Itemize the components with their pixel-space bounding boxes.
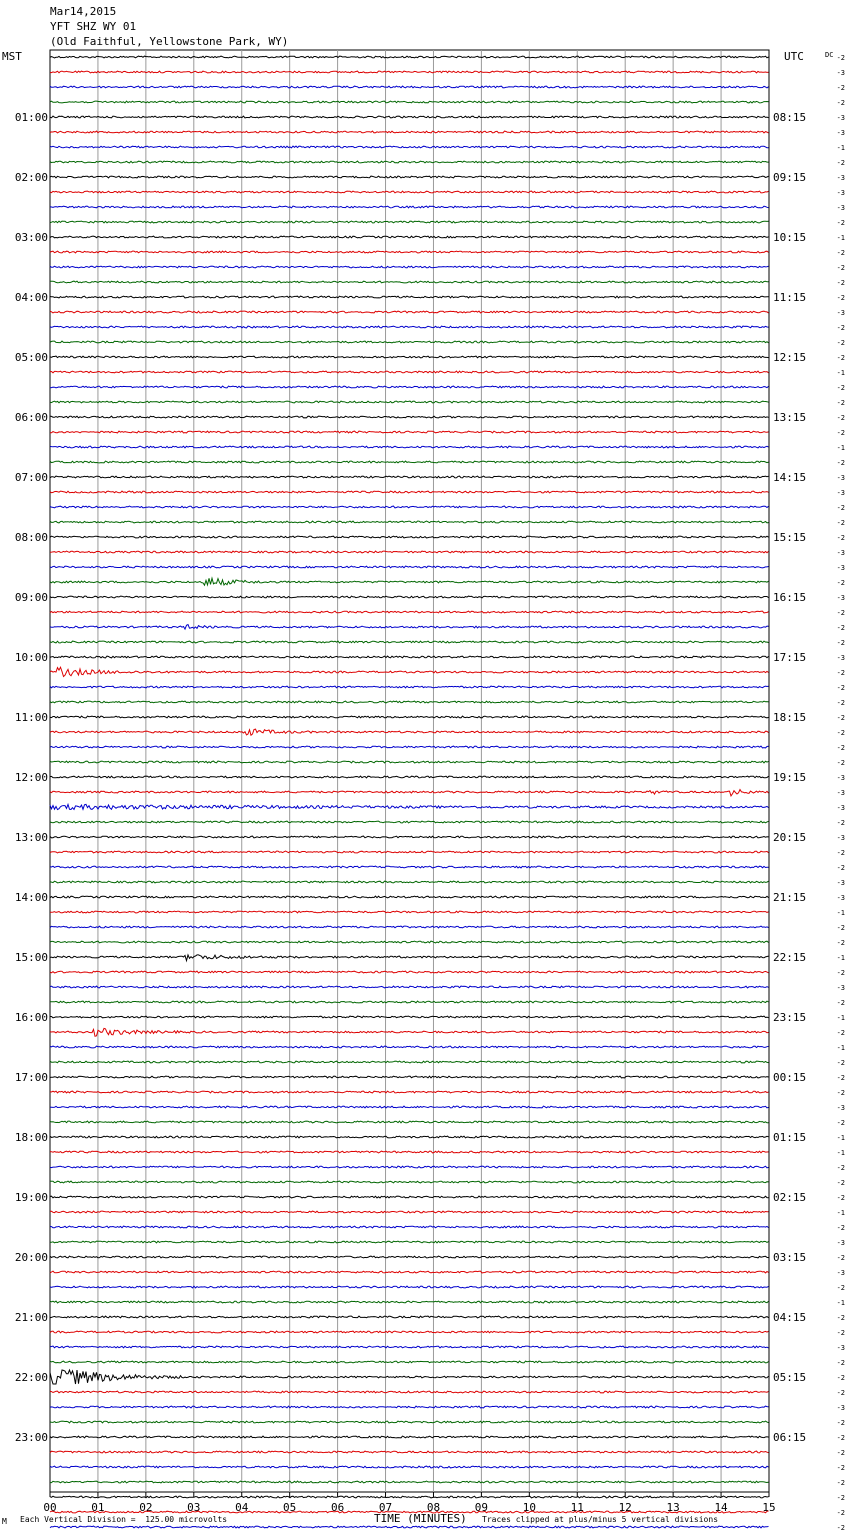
trace-row	[50, 881, 769, 883]
left-hour-label: 02:00	[14, 171, 48, 184]
trace-row	[50, 1526, 769, 1528]
trace-row	[50, 926, 769, 928]
trace-row	[50, 790, 769, 796]
dc-offset-label: -2	[836, 1389, 845, 1397]
dc-offset-label: -2	[836, 339, 845, 347]
trace-row	[50, 761, 769, 763]
dc-offset-label: -3	[836, 474, 845, 482]
dc-offset-label: -2	[836, 399, 845, 407]
trace-row	[50, 566, 769, 568]
trace-row	[50, 1076, 769, 1078]
right-hour-label: 04:15	[773, 1311, 807, 1324]
dc-offset-label: -3	[836, 204, 845, 212]
left-hour-label: 05:00	[14, 351, 48, 364]
right-hour-label: 19:15	[773, 771, 807, 784]
x-tick-label: 09	[474, 1501, 489, 1514]
x-tick-label: 01	[91, 1501, 105, 1514]
trace-row	[50, 476, 769, 478]
trace-row	[50, 206, 769, 208]
trace-row	[50, 836, 769, 838]
dc-offset-label: -2	[836, 1464, 845, 1472]
dc-offset-label: -2	[836, 429, 845, 437]
right-hour-label: 02:15	[773, 1191, 807, 1204]
right-hour-label: 00:15	[773, 1071, 807, 1084]
trace-row	[50, 1286, 769, 1288]
left-hour-label: 13:00	[14, 831, 48, 844]
dc-offset-label: -2	[836, 324, 845, 332]
x-axis-title: TIME (MINUTES)	[374, 1512, 467, 1525]
dc-offset-label: -3	[836, 114, 845, 122]
right-hour-label: 16:15	[773, 591, 807, 604]
dc-offset-label: -2	[836, 294, 845, 302]
trace-row	[50, 1181, 769, 1183]
dc-offset-label: -3	[836, 1104, 845, 1112]
x-tick-label: 06	[330, 1501, 345, 1514]
trace-row	[50, 746, 769, 748]
left-hour-label: 12:00	[14, 771, 48, 784]
dc-offset-label: -2	[836, 84, 845, 92]
trace-row	[50, 821, 769, 823]
trace-row	[50, 1481, 769, 1483]
trace-row	[50, 1451, 769, 1453]
dc-offset-label: -2	[836, 1509, 845, 1517]
dc-offset-label: -2	[836, 1164, 845, 1172]
dc-offset-label: -3	[836, 1344, 845, 1352]
trace-row	[50, 176, 769, 178]
trace-row	[50, 1271, 769, 1273]
trace-row	[50, 551, 769, 553]
trace-row	[50, 1256, 769, 1258]
x-tick-label: 12	[618, 1501, 632, 1514]
trace-row	[50, 729, 769, 735]
dc-offset-label: -2	[836, 849, 845, 857]
dc-offset-label: -2	[836, 864, 845, 872]
trace-row	[50, 446, 769, 448]
dc-offset-label: -2	[836, 384, 845, 392]
x-tick-label: 11	[570, 1501, 584, 1514]
dc-offset-label: -2	[836, 1479, 845, 1487]
dc-offset-label: -1	[836, 954, 845, 962]
trace-row	[50, 1331, 769, 1333]
trace-row	[50, 1106, 769, 1108]
dc-offset-label: -2	[836, 1359, 845, 1367]
dc-offset-label: -3	[836, 834, 845, 842]
dc-offset-label: -3	[836, 1404, 845, 1412]
trace-row	[50, 851, 769, 853]
dc-offset-label: -2	[836, 414, 845, 422]
trace-row	[50, 667, 769, 676]
dc-offset-label: -2	[836, 624, 845, 632]
trace-row	[50, 1301, 769, 1303]
right-hour-label: 03:15	[773, 1251, 807, 1264]
trace-row	[50, 416, 769, 418]
right-hour-label: 01:15	[773, 1131, 807, 1144]
dc-offset-label: -1	[836, 1134, 845, 1142]
dc-label: DC	[825, 51, 834, 59]
dc-offset-label: -3	[836, 309, 845, 317]
dc-offset-label: -2	[836, 729, 845, 737]
dc-offset-label: -3	[836, 174, 845, 182]
x-tick-label: 05	[283, 1501, 297, 1514]
right-timezone-label: UTC	[784, 50, 804, 63]
left-hour-label: 14:00	[14, 891, 48, 904]
trace-row	[50, 311, 769, 313]
left-hour-label: 23:00	[14, 1431, 48, 1444]
trace-row	[50, 131, 769, 133]
left-hour-label: 11:00	[14, 711, 48, 724]
right-hour-label: 13:15	[773, 411, 807, 424]
dc-offset-label: -2	[836, 714, 845, 722]
trace-row	[50, 656, 769, 658]
dc-offset-label: -2	[836, 249, 845, 257]
x-tick-label: 03	[187, 1501, 201, 1514]
trace-row	[50, 986, 769, 988]
dc-offset-label: -2	[836, 744, 845, 752]
dc-offset-label: -2	[836, 1419, 845, 1427]
trace-row	[50, 1421, 769, 1423]
trace-row	[50, 911, 769, 913]
left-hour-label: 15:00	[14, 951, 48, 964]
dc-offset-label: -3	[836, 879, 845, 887]
dc-offset-label: -2	[836, 279, 845, 287]
dc-offset-label: -2	[836, 939, 845, 947]
right-hour-label: 18:15	[773, 711, 807, 724]
trace-row	[50, 1001, 769, 1003]
trace-row	[50, 941, 769, 943]
dc-offset-label: -2	[836, 1029, 845, 1037]
x-tick-label: 15	[762, 1501, 776, 1514]
left-hour-label: 20:00	[14, 1251, 48, 1264]
trace-row	[50, 1316, 769, 1318]
trace-row	[50, 1496, 769, 1498]
trace-row	[50, 955, 769, 961]
trace-row	[50, 1361, 769, 1363]
left-hour-label: 19:00	[14, 1191, 48, 1204]
dc-offset-label: -1	[836, 369, 845, 377]
trace-row	[50, 1196, 769, 1198]
x-tick-label: 08	[426, 1501, 441, 1514]
trace-row	[50, 491, 769, 493]
left-hour-label: 06:00	[14, 411, 48, 424]
dc-offset-label: -2	[836, 669, 845, 677]
x-tick-label: 07	[378, 1501, 393, 1514]
right-hour-label: 17:15	[773, 651, 807, 664]
dc-offset-label: -2	[836, 1314, 845, 1322]
left-hour-label: 04:00	[14, 291, 48, 304]
dc-offset-label: -2	[836, 699, 845, 707]
trace-row	[50, 401, 769, 403]
x-tick-label: 00	[43, 1501, 57, 1514]
dc-offset-label: -2	[836, 579, 845, 587]
dc-offset-label: -2	[836, 519, 845, 527]
trace-row	[50, 625, 769, 630]
trace-row	[50, 251, 769, 253]
dc-offset-label: -3	[836, 804, 845, 812]
dc-offset-label: -3	[836, 789, 845, 797]
trace-row	[50, 371, 769, 373]
right-hour-label: 11:15	[773, 291, 807, 304]
trace-row	[50, 1391, 769, 1393]
dc-offset-label: -2	[836, 609, 845, 617]
dc-offset-label: -2	[836, 354, 845, 362]
trace-row	[50, 1151, 769, 1153]
trace-row	[50, 1241, 769, 1243]
header-station: YFT SHZ WY 01	[50, 20, 137, 33]
dc-offset-label: -3	[836, 594, 845, 602]
trace-row	[50, 296, 769, 298]
right-hour-label: 23:15	[773, 1011, 807, 1024]
dc-offset-label: -1	[836, 444, 845, 452]
dc-offset-label: -3	[836, 654, 845, 662]
dc-offset-label: -3	[836, 1269, 845, 1277]
dc-offset-label: -2	[836, 264, 845, 272]
right-hour-label: 22:15	[773, 951, 807, 964]
trace-row	[50, 716, 769, 718]
trace-row	[50, 1346, 769, 1348]
trace-row	[50, 1046, 769, 1048]
dc-offset-label: -2	[836, 1494, 845, 1502]
trace-row	[50, 1466, 769, 1468]
trace-row	[50, 1016, 769, 1018]
left-hour-label: 17:00	[14, 1071, 48, 1084]
x-tick-label: 14	[714, 1501, 728, 1514]
trace-row	[50, 56, 769, 58]
left-hour-label: 07:00	[14, 471, 48, 484]
dc-offset-label: -2	[836, 1374, 845, 1382]
dc-offset-label: -2	[836, 1179, 845, 1187]
header-location: (Old Faithful, Yellowstone Park, WY)	[50, 35, 289, 48]
left-timezone-label: MST	[2, 50, 22, 63]
trace-row	[50, 221, 769, 223]
header-date: Mar14,2015	[50, 5, 117, 18]
dc-offset-label: -3	[836, 489, 845, 497]
left-hour-label: 03:00	[14, 231, 48, 244]
dc-offset-label: -3	[836, 1239, 845, 1247]
trace-row	[50, 804, 769, 809]
left-hour-label: 22:00	[14, 1371, 48, 1384]
dc-offset-label: -2	[836, 1284, 845, 1292]
dc-offset-label: -3	[836, 774, 845, 782]
trace-row	[50, 536, 769, 538]
right-hour-label: 09:15	[773, 171, 807, 184]
dc-offset-label: -3	[836, 189, 845, 197]
dc-offset-label: -2	[836, 219, 845, 227]
dc-offset-label: -2	[836, 99, 845, 107]
trace-row	[50, 191, 769, 193]
left-hour-label: 18:00	[14, 1131, 48, 1144]
trace-row	[50, 1436, 769, 1438]
trace-row	[50, 1406, 769, 1408]
dc-offset-label: -3	[836, 129, 845, 137]
dc-offset-label: -1	[836, 1299, 845, 1307]
trace-row	[50, 71, 769, 73]
dc-offset-label: -2	[836, 1224, 845, 1232]
dc-offset-label: -2	[836, 1434, 845, 1442]
right-hour-label: 14:15	[773, 471, 807, 484]
right-hour-label: 06:15	[773, 1431, 807, 1444]
dc-offset-label: -3	[836, 549, 845, 557]
dc-offset-label: -3	[836, 894, 845, 902]
trace-row	[50, 146, 769, 148]
trace-row	[50, 431, 769, 433]
trace-row	[50, 578, 769, 585]
trace-row	[50, 236, 769, 238]
trace-row	[50, 101, 769, 103]
dc-offset-label: -2	[836, 1119, 845, 1127]
dc-offset-label: -2	[836, 1524, 845, 1532]
dc-offset-label: -2	[836, 1449, 845, 1457]
right-hour-label: 10:15	[773, 231, 807, 244]
scale-note: Each Vertical Division = 125.00 microvolts	[20, 1515, 228, 1524]
dc-offset-label: -2	[836, 54, 845, 62]
dc-offset-label: -1	[836, 234, 845, 242]
trace-row	[50, 866, 769, 868]
trace-row	[50, 1061, 769, 1063]
trace-row	[50, 116, 769, 118]
trace-row	[50, 1028, 769, 1036]
dc-offset-label: -2	[836, 459, 845, 467]
trace-row	[50, 596, 769, 598]
dc-offset-label: -3	[836, 984, 845, 992]
trace-row	[50, 1136, 769, 1138]
dc-offset-label: -2	[836, 684, 845, 692]
clip-note: Traces clipped at plus/minus 5 vertical divisions	[482, 1515, 719, 1524]
trace-row	[50, 896, 769, 898]
dc-offset-label: -1	[836, 1014, 845, 1022]
trace-row	[50, 506, 769, 508]
trace-row	[50, 161, 769, 163]
dc-offset-label: -2	[836, 1194, 845, 1202]
x-tick-label: 10	[522, 1501, 536, 1514]
right-hour-label: 08:15	[773, 111, 807, 124]
dc-offset-label: -2	[836, 1059, 845, 1067]
trace-row	[50, 1091, 769, 1093]
x-tick-label: 13	[666, 1501, 680, 1514]
right-hour-label: 12:15	[773, 351, 807, 364]
trace-row	[50, 326, 769, 328]
dc-offset-label: -1	[836, 144, 845, 152]
left-hour-label: 21:00	[14, 1311, 48, 1324]
dc-offset-label: -1	[836, 909, 845, 917]
left-hour-label: 16:00	[14, 1011, 48, 1024]
trace-row	[50, 1211, 769, 1213]
dc-offset-label: -2	[836, 639, 845, 647]
trace-row	[50, 971, 769, 973]
dc-offset-label: -2	[836, 819, 845, 827]
scale-mark: M	[2, 1517, 7, 1526]
dc-offset-label: -2	[836, 159, 845, 167]
left-hour-label: 09:00	[14, 591, 48, 604]
dc-offset-label: -3	[836, 564, 845, 572]
dc-offset-label: -2	[836, 759, 845, 767]
trace-row	[50, 521, 769, 523]
right-hour-label: 05:15	[773, 1371, 807, 1384]
trace-row	[50, 1370, 769, 1384]
left-hour-label: 08:00	[14, 531, 48, 544]
trace-row	[50, 461, 769, 463]
trace-row	[50, 611, 769, 613]
dc-offset-label: -2	[836, 924, 845, 932]
dc-offset-label: -2	[836, 999, 845, 1007]
trace-row	[50, 1226, 769, 1228]
right-hour-label: 15:15	[773, 531, 807, 544]
right-hour-label: 21:15	[773, 891, 807, 904]
x-tick-label: 02	[139, 1501, 153, 1514]
dc-offset-label: -3	[836, 69, 845, 77]
trace-row	[50, 701, 769, 703]
trace-row	[50, 1166, 769, 1168]
x-tick-label: 04	[235, 1501, 249, 1514]
dc-offset-label: -1	[836, 1149, 845, 1157]
trace-row	[50, 266, 769, 268]
trace-row	[50, 386, 769, 388]
dc-offset-label: -2	[836, 534, 845, 542]
trace-row	[50, 776, 769, 778]
trace-row	[50, 356, 769, 358]
dc-offset-label: -2	[836, 1254, 845, 1262]
trace-row	[50, 281, 769, 283]
trace-row	[50, 86, 769, 88]
left-hour-label: 01:00	[14, 111, 48, 124]
dc-offset-label: -2	[836, 1074, 845, 1082]
dc-offset-label: -2	[836, 1329, 845, 1337]
dc-offset-label: -2	[836, 504, 845, 512]
trace-row	[50, 341, 769, 343]
left-hour-label: 10:00	[14, 651, 48, 664]
trace-row	[50, 686, 769, 688]
trace-row	[50, 1121, 769, 1123]
dc-offset-label: -2	[836, 1089, 845, 1097]
trace-row	[50, 641, 769, 643]
dc-offset-label: -1	[836, 1044, 845, 1052]
right-hour-label: 20:15	[773, 831, 807, 844]
dc-offset-label: -2	[836, 969, 845, 977]
dc-offset-label: -1	[836, 1209, 845, 1217]
